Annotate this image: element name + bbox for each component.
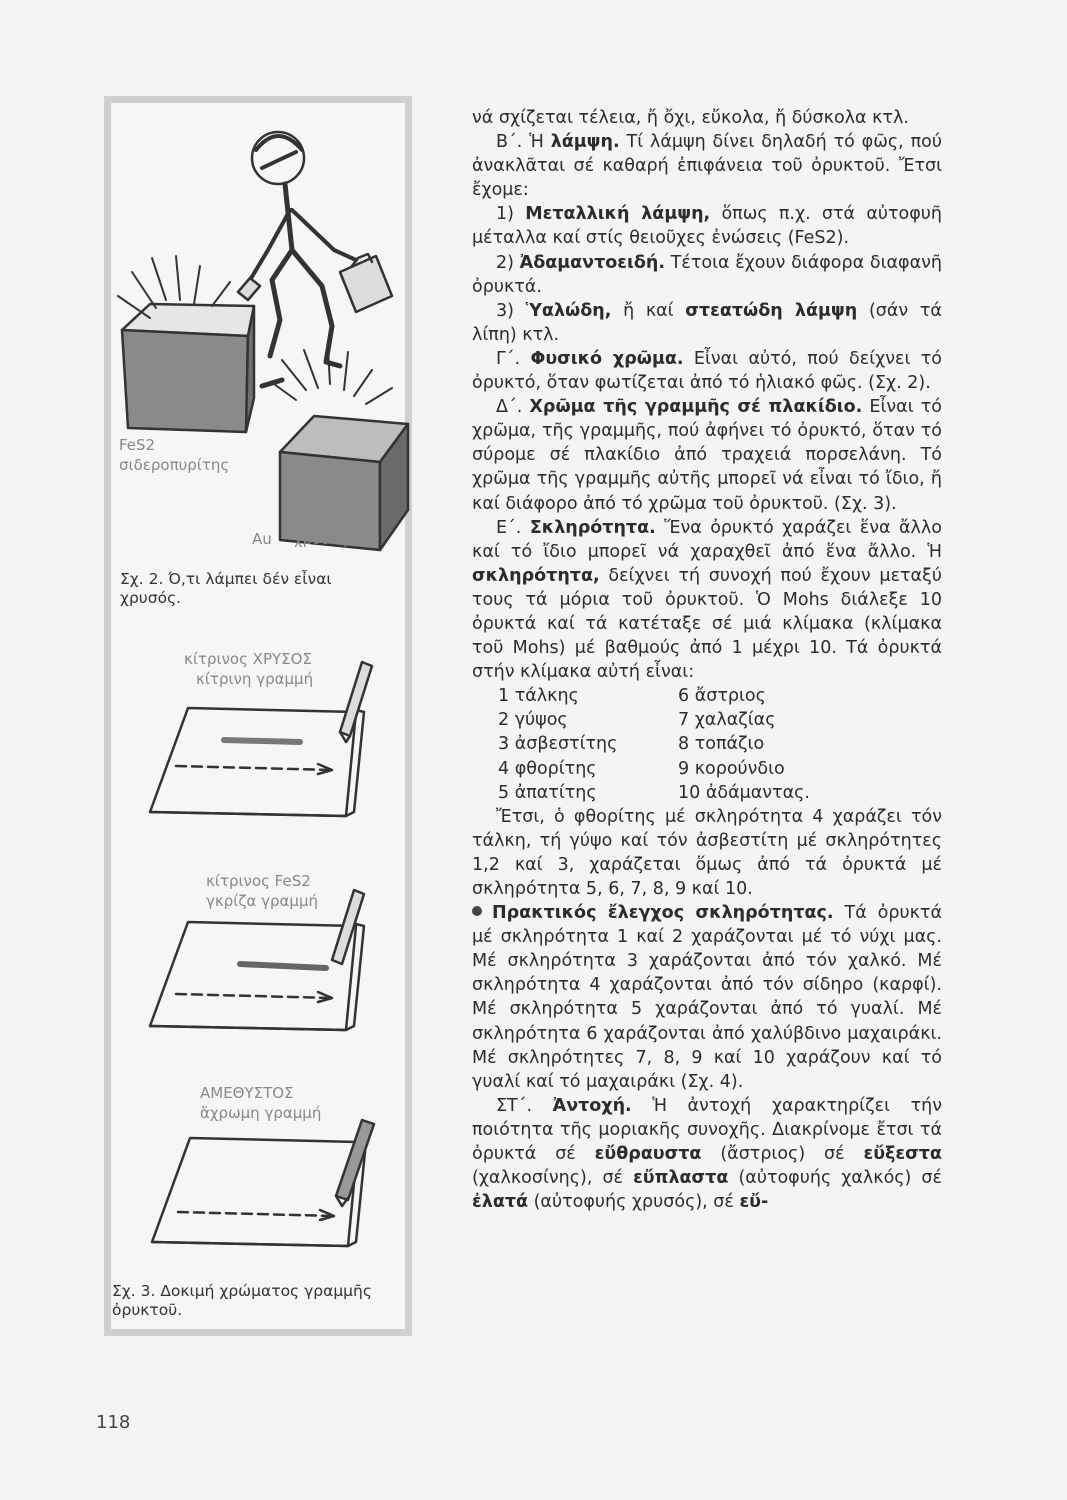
label-fes2: FeS2 [119, 436, 156, 454]
tenacity-section: ΣΤ΄. Ἀντοχή. Ἡ ἀντοχή χαρακτηρίζει τήν ποιότητα τῆς μοριακῆς συνοχῆς. Διακρίνομε ἔτσι τά ὀρυκτά σέ εὔθραυστα (ἄστριος) σέ εὔξεστα (χαλκοσίνης), σέ εὔπλαστα (αὐτοφυής χαλκός) σέ ἐλατά (αὐτοφυής χρυσός), σέ εὔ- [472, 1095, 942, 1213]
list-item: 1 τάλκης 6 ἄστριος [498, 686, 766, 707]
main-text-column [472, 106, 942, 1214]
figure-3-caption: Σχ. 3. Δοκιμή χρώματος γραμμῆς ὀρυκτοῦ. [112, 1282, 372, 1319]
luster-section: Β΄. Ἡ λάμψη. Τί λάμψη δίνει δηλαδή τό φῶς, πού ἀνακλᾶται σέ καθαρή ἐπιφάνεια τοῦ ὀρυκτοῦ. Ἔτσι ἔχομε: [472, 132, 942, 201]
mohs-scale-list [472, 684, 942, 804]
bullet-icon [472, 906, 482, 916]
hardness-example: Ἔτσι, ὁ φθορίτης μέ σκληρότητα 4 χαράζει τόν τάλκη, τή γύψο καί τόν ἀσβεστίτη μέ σκληρότητες 1,2 καί 3, χαράζεται ὅμως ἀπό τά ὀρυκτά μέ σκληρότητα 5, 6, 7, 8, 9 καί 10. [472, 806, 942, 899]
stick-figure-icon [238, 132, 392, 386]
tile3-streak-label: ἄχρωμη γραμμή [200, 1104, 322, 1122]
list-item: 4 φθορίτης 9 κορούνδιο [498, 758, 785, 779]
practical-hardness-check: Πρακτικός ἔλεγχος σκληρότητας. Τά ὀρυκτά μέ σκληρότητα 1 καί 2 χαράζονται μέ τό νύχι μας. Μέ σκληρότητα 3 χαράζονται ἀπό τόν χαλκό. Μέ σκληρότητα 4 χαράζονται ἀπό τόν σίδηρο (καρφί). Μέ σκληρότητα 5 χαράζονται ἀπό τό γυαλί. Μέ σκληρότητα 6 χαράζονται ἀπό χαλύβδινο μαχαιράκι. Μέ σκληρότητες 7, 8, 9 καί 10 χαράζουν καί τό γυαλί καί τό μαχαιράκι (Σχ. 4). [472, 903, 942, 1092]
porcelain-tile-3-icon [152, 1120, 374, 1246]
list-item: 3 ἀσβεστίτης 8 τοπάζιο [498, 734, 765, 755]
list-item: 2 γύψος 7 χαλαζίας [498, 710, 776, 731]
hardness-section: Ε΄. Σκληρότητα. Ἕνα ὀρυκτό χαράζει ἕνα ἄλλο καί τό ἴδιο μπορεῖ νά χαραχθεῖ ἀπό ἕνα ἄλλο. Ἡ σκληρότητα, δείχνει τή συνοχή πού ἔχουν μεταξύ τους τά μόρια τοῦ ὀρυκτοῦ. Ὁ Mohs διάλεξε 10 ὀρυκτά καί τά κατέταξε σέ μιά κλίμακα (κλίμακα τοῦ Mohs) μέ βαθμούς ἀπό 1 μέχρι 10. Τά ὀρυκτά στήν κλίμακα αὐτή εἶναι: [472, 517, 942, 683]
list-item: 5 ἀπατίτης 10 ἀδάμαντας. [498, 782, 810, 803]
label-pyrite: σιδεροπυρίτης [119, 456, 230, 474]
label-gold: χρυσός [294, 530, 349, 548]
label-au: Au [252, 530, 272, 548]
intro-paragraph: νά σχίζεται τέλεια, ἤ ὄχι, εὔκολα, ἤ δύσκολα κτλ. [472, 108, 909, 128]
tile2-mineral-label: κίτρινος FeS2 [206, 872, 311, 890]
tile2-streak-label: γκρίζα γραμμή [206, 892, 319, 910]
tile1-mineral-label: κίτρινος ΧΡΥΣΟΣ [184, 650, 312, 668]
luster-item-1: 1) Μεταλλική λάμψη, ὅπως π.χ. στά αὐτοφυῆ μέταλλα καί στίς θειοῦχες ἐνώσεις (FeS2). [472, 204, 942, 249]
natural-color-section: Γ΄. Φυσικό χρῶμα. Εἶναι αὐτό, πού δείχνει τό ὀρυκτό, ὅταν φωτίζεται ἀπό τό ἡλιακό φῶς. (Σχ. 2). [472, 348, 942, 394]
porcelain-tile-2-icon [150, 890, 364, 1030]
streak-color-section: Δ΄. Χρῶμα τῆς γραμμῆς σέ πλακίδιο. Εἶναι τό χρῶμα, τῆς γραμμῆς, πού ἀφήνει τό ὀρυκτό, ὅταν τό σύρομε σέ πλακίδιο ἀπό τραχειά πορσελάνη. Τό χρῶμα τῆς γραμμῆς αὐτῆς μπορεῖ νά εἶναι τό ἴδιο, ἤ καί διάφορο ἀπό τό χρῶμα τοῦ ὀρυκτοῦ. (Σχ. 3). [472, 397, 942, 514]
tile1-streak-label: κίτρινη γραμμή [196, 670, 314, 688]
luster-item-3: 3) Ὑαλώδη, ἤ καί στεατώδη λάμψη (σάν τά λίπη) κτλ. [472, 300, 942, 345]
pyrite-cube-icon [122, 304, 254, 432]
figure-2-caption: Σχ. 2. Ό,τι λάμπει δέν εἶναι χρυσός. [120, 570, 332, 607]
luster-item-2: 2) Ἀδαμαντοειδή. Τέτοια ἔχουν διάφορα διαφανῆ ὀρυκτά. [472, 252, 942, 297]
page-number: 118 [96, 1412, 131, 1433]
tile3-mineral-label: ΑΜΕΘΥΣΤΟΣ [200, 1084, 294, 1102]
